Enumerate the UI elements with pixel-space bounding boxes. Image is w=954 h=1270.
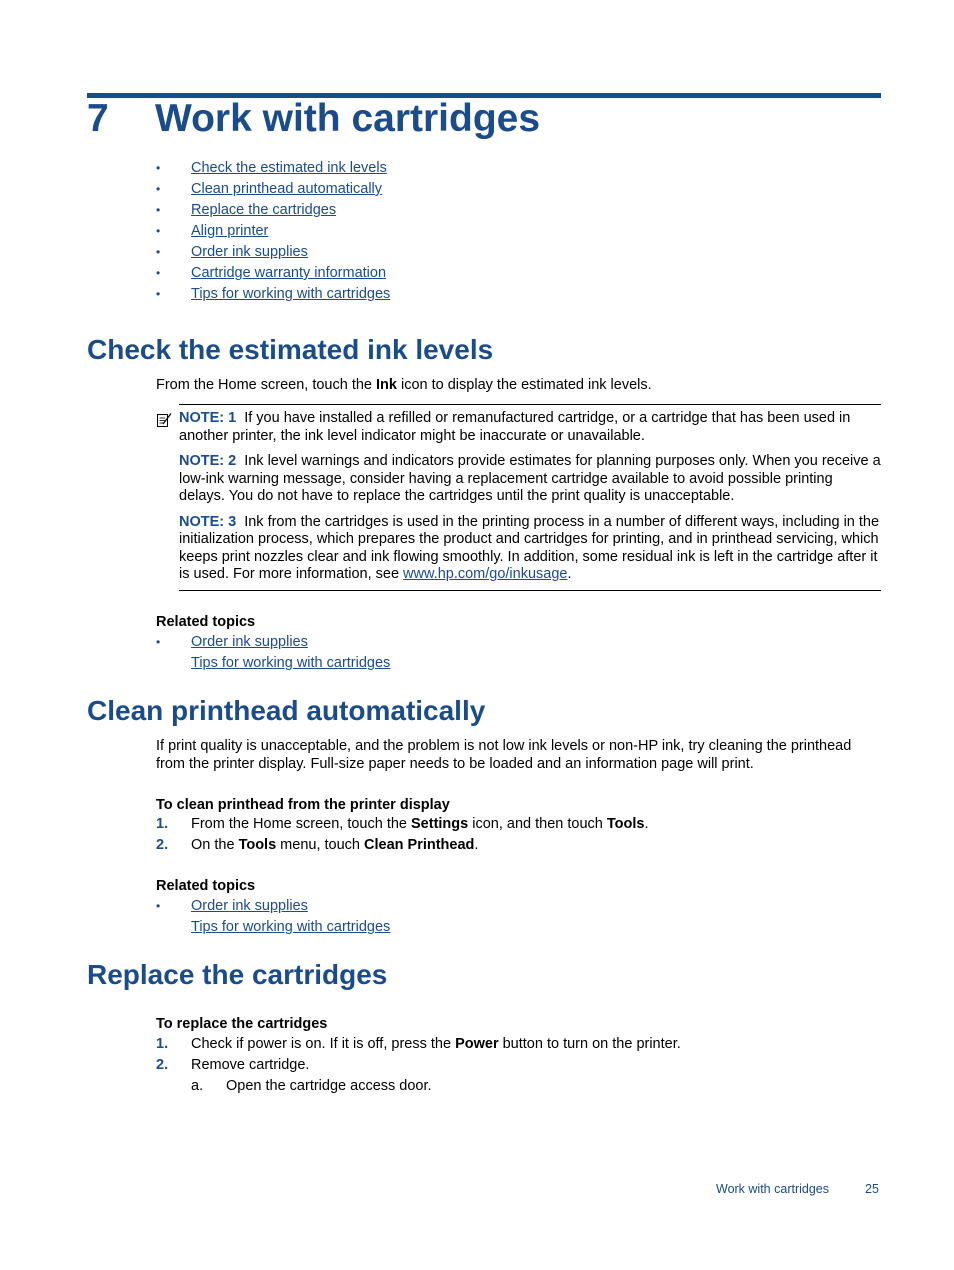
related-item: • Order ink supplies Tips for working with cartridges bbox=[156, 898, 391, 935]
procedure-heading: To clean printhead from the printer display bbox=[156, 797, 450, 813]
related-link-order-ink[interactable]: Order ink supplies bbox=[191, 634, 308, 650]
section-intro: If print quality is unacceptable, and the problem is not low ink levels or non-HP ink, try cleaning the printhead from the printer display. Full-size paper needs to be loaded and an information page will print. bbox=[156, 738, 852, 772]
note-2: NOTE: 2 Ink level warnings and indicators provide estimates for planning purposes only. When you receive a low-ink warning message, consider having a replacement cartridge available to avoid possible printing delays. You do not have to replace the cartridges until the print quality is unacceptable. bbox=[179, 453, 881, 504]
chapter-title: Work with cartridges bbox=[155, 97, 541, 140]
toc-item: • Clean printhead automatically bbox=[156, 181, 383, 197]
toc-item: • Replace the cartridges bbox=[156, 202, 337, 218]
related-topics-list bbox=[156, 896, 390, 938]
toc-item: • Tips for working with cartridges bbox=[156, 286, 391, 302]
step-item: 2. Remove cartridge. bbox=[156, 1057, 310, 1073]
note-3: NOTE: 3 Ink from the cartridges is used in the printing process in a number of different ways, including in the initialization process, which prepares the product and cartridges for printing, and in printhead servicing, which keeps print nozzles clear and ink flowing smoothly. In addition, some residual ink is left in the cartridge after it is used. For more information, see www.hp.com/go/inkusage. bbox=[179, 513, 880, 582]
footer-title: Work with cartridges bbox=[716, 1182, 829, 1196]
inkusage-link[interactable]: www.hp.com/go/inkusage bbox=[403, 566, 568, 582]
procedure-steps bbox=[156, 1034, 681, 1076]
related-topics-list bbox=[156, 632, 390, 674]
toc-item: • Order ink supplies bbox=[156, 244, 308, 260]
toc-link-check-ink[interactable]: Check the estimated ink levels bbox=[191, 160, 387, 176]
section-title-clean-printhead: Clean printhead automatically bbox=[87, 695, 486, 726]
toc-item: • Check the estimated ink levels bbox=[156, 160, 387, 176]
chapter-toc bbox=[156, 158, 390, 305]
related-topics-heading: Related topics bbox=[156, 614, 256, 630]
related-item: • Order ink supplies Tips for working with cartridges bbox=[156, 634, 391, 671]
chapter-number: 7 bbox=[87, 97, 109, 140]
section-intro: From the Home screen, touch the Ink icon to display the estimated ink levels. bbox=[156, 377, 652, 393]
toc-link-replace-cartridges[interactable]: Replace the cartridges bbox=[191, 202, 337, 218]
note-icon bbox=[156, 412, 172, 428]
related-link-order-ink[interactable]: Order ink supplies bbox=[191, 898, 308, 914]
note-box bbox=[179, 404, 881, 591]
toc-link-warranty[interactable]: Cartridge warranty information bbox=[191, 265, 387, 281]
substep-item: a. Open the cartridge access door. bbox=[191, 1078, 432, 1094]
page-number: 25 bbox=[865, 1182, 879, 1196]
step-item: 2. On the Tools menu, touch Clean Printhead. bbox=[156, 837, 479, 853]
step-item: 1. From the Home screen, touch the Settings icon, and then touch Tools. bbox=[156, 816, 649, 832]
procedure-heading: To replace the cartridges bbox=[156, 1016, 328, 1032]
chapter-heading bbox=[87, 96, 540, 142]
section-title-check-ink: Check the estimated ink levels bbox=[87, 334, 494, 365]
related-topics-heading: Related topics bbox=[156, 878, 256, 894]
section-title-replace-cartridges: Replace the cartridges bbox=[87, 959, 388, 990]
note-1: NOTE: 1 If you have installed a refilled or remanufactured cartridge, or a cartridge that has been used in another printer, the ink level indicator might be inaccurate or unavailable. bbox=[179, 410, 851, 444]
toc-link-order-ink[interactable]: Order ink supplies bbox=[191, 244, 308, 260]
procedure-steps bbox=[156, 814, 649, 856]
related-link-tips[interactable]: Tips for working with cartridges bbox=[191, 655, 391, 671]
toc-item: • Cartridge warranty information bbox=[156, 265, 387, 281]
toc-link-clean-printhead[interactable]: Clean printhead automatically bbox=[191, 181, 383, 197]
toc-link-align-printer[interactable]: Align printer bbox=[191, 223, 269, 239]
step-item: 1. Check if power is on. If it is off, press the Power button to turn on the printer. bbox=[156, 1036, 681, 1052]
toc-link-tips[interactable]: Tips for working with cartridges bbox=[191, 286, 391, 302]
related-link-tips[interactable]: Tips for working with cartridges bbox=[191, 919, 391, 935]
toc-item: • Align printer bbox=[156, 223, 269, 239]
